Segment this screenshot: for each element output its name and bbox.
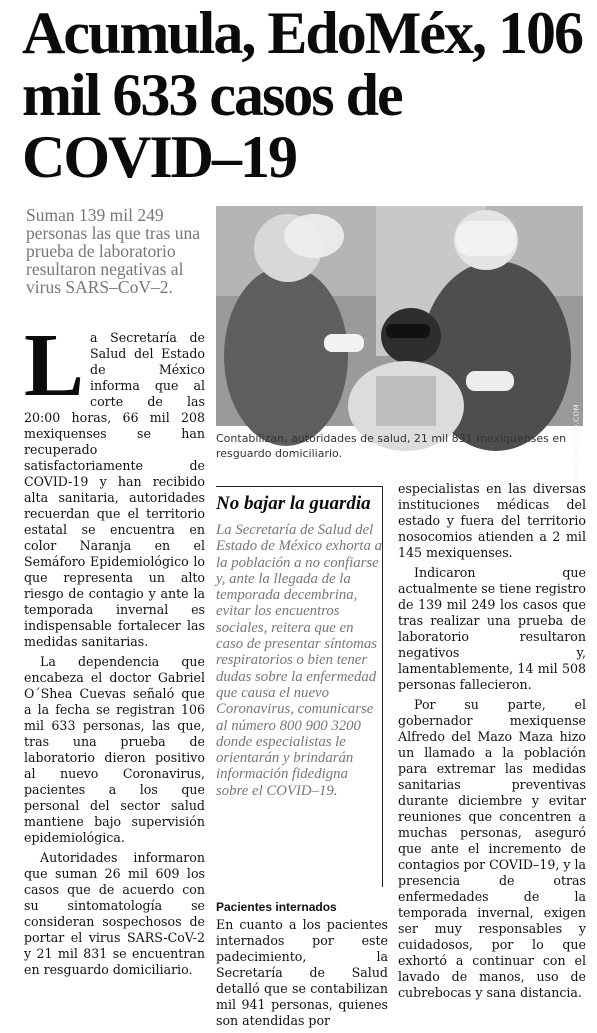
body-paragraph-1: a Secretaría de Salud del Estado de México informa que al corte de las 20:00 horas, 66 mil 208 mexiquenses se han recuperado satisfactoriamente de COVID-19 y han recibido alta sanitaria, autoridades recuerdan que el territorio estatal se encuentra en color Naranja en el Semáforo Epidemiológico lo que representa un alto riesgo de contagio y ante la temporada invernal es indispensable fortalecer las medidas sanitarias. [24,330,205,649]
headline: Acumula, EdoMéx, 106 mil 633 casos de COVID–19 [22,0,582,190]
drop-cap: L [24,316,85,415]
body-paragraph-4: En cuanto a los pacientes internados por este padecimiento, la Secretaría de Salud detalló que se contabilizan mil 941 personas, quienes son atendidas por [216,917,388,1028]
article-column-3 [398,481,586,1005]
article-column-2 [216,900,388,1033]
body-paragraph-7: Por su parte, el gobernador mexiquense Alfredo del Mazo Maza hizo un llamado a la población para extremar las medidas sanitarias preventivas durante diciembre y evitar reuniones que concentren a muchas personas, aseguró que ante el incremento de contagios por COVID–19, y la presencia de otras enfermedades de la temporada invernal, exigen ser muy responsables y cuidadosos, por lo que exhortó a continuar con el lavado de manos, uso de cubrebocas y sana distancia. [398,697,587,1000]
body-paragraph-6: Indicaron que actualmente se tiene registro de 139 mil 249 los casos que tras realizar una prueba de laboratorio resultaron negativos y, lamentablemente, 14 mil 508 personas fallecieron. [398,565,587,692]
body-paragraph-2: La dependencia que encabeza el doctor Gabriel O´Shea Cuevas señaló que a la fecha se registran 106 mil 633 personas, las que, tras una prueba de laboratorio dieron positivo al nuevo Coronavirus, pacientes a los que personal del sector salud mantiene bajo supervisión epidemiológica. [24,654,205,845]
article-column-1 [24,316,205,982]
photo-caption: Contabilizan, autoridades de salud, 21 mil 831 mexiquenses en resguardo domiciliario. [216,432,567,460]
body-paragraph-3: Autoridades informaron que suman 26 mil 609 los casos que de acuerdo con su sintomatología se consideran sospechosos de portar el virus SARS-CoV-2 y 21 mil 831 se encuentran en resguardo domiciliario. [24,850,205,977]
body-paragraph-5: especialistas en las diversas instituciones médicas del estado y fuera del territorio nosocomios atienden a 2 mil 145 mexiquenses. [398,481,586,560]
health-workers-photo [216,206,583,426]
deck-subheadline: Suman 139 mil 249 personas las que tras una prueba de laboratorio resultaron negativas al virus SARS–CoV–2. [26,205,200,297]
photo-credit: ANIMALPOLITICO.COM [573,404,581,491]
sidebar-text: La Secretaría de Salud del Estado de México exhorta a la población a no confiarse y, ante la llegada de la temporada decembrina, evitar los encuentros sociales, reitera que en caso de presentar síntomas respiratorios o bien tener dudas sobre la enfermedad que causa el nuevo Coronavirus, comunicarse al número 800 900 3200 donde especialistas le orientarán y brindarán información fidedigna sobre el COVID–19. [216,522,383,799]
sidebar-box [216,486,383,887]
section-subhead: Pacientes internados [216,900,337,914]
sidebar-title: No bajar la guardia [216,493,371,514]
